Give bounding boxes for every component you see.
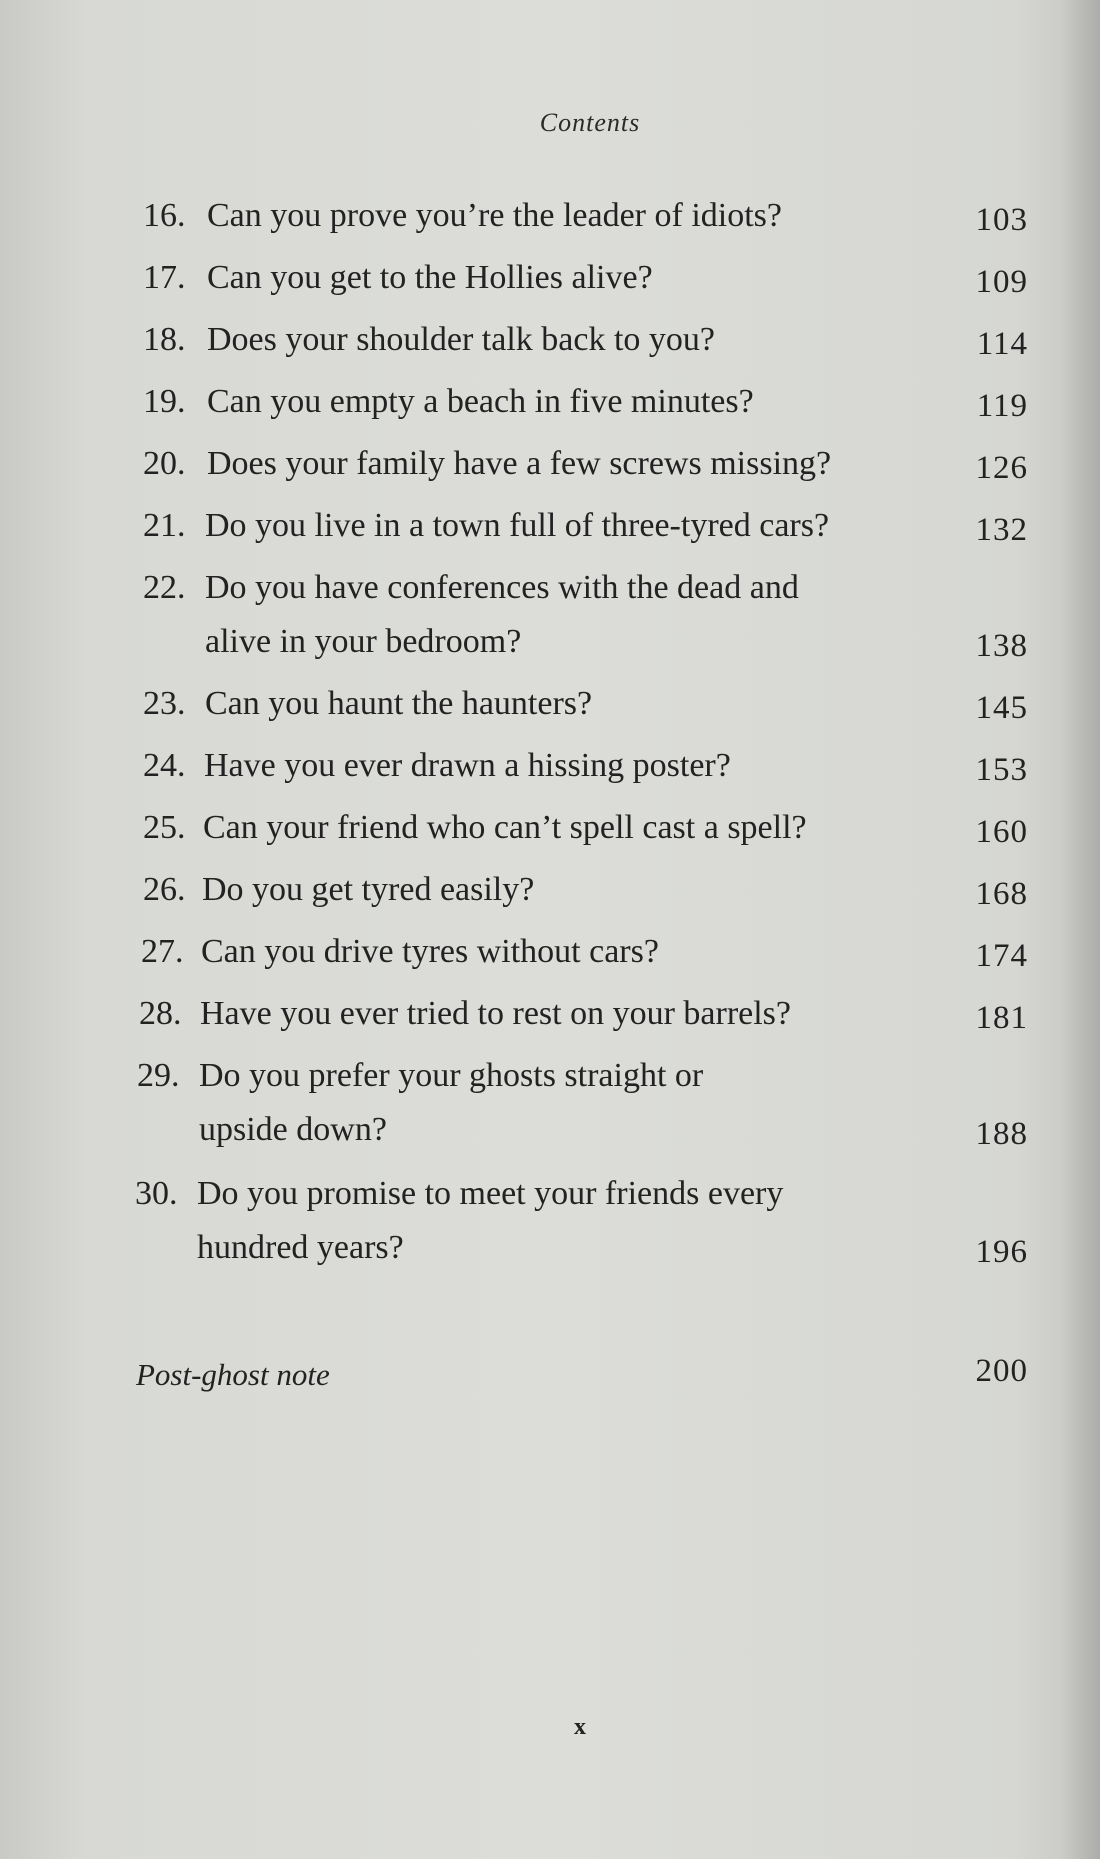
entry-title-line: Do you live in a town full of three-tyred cars? bbox=[205, 507, 830, 544]
entry-title-line: Can you prove you’re the leader of idiots? bbox=[207, 197, 782, 234]
entry-page-number: 153 bbox=[975, 752, 1028, 788]
entry-number: 26. bbox=[143, 871, 186, 908]
entry-page-number: 126 bbox=[975, 450, 1028, 486]
entry-number: 28. bbox=[139, 995, 182, 1032]
entry-title-line: hundred years? bbox=[197, 1229, 404, 1266]
entry-title-line: Do you get tyred easily? bbox=[202, 871, 535, 908]
entry-title-line: Have you ever tried to rest on your barrels? bbox=[200, 995, 791, 1032]
entry-title-line: Does your shoulder talk back to you? bbox=[207, 321, 715, 358]
entry-title-line: Do you promise to meet your friends every bbox=[197, 1175, 784, 1212]
entry-page-number: 103 bbox=[975, 202, 1028, 238]
entry-number: 29. bbox=[137, 1057, 180, 1094]
entry-page-number: 168 bbox=[975, 876, 1028, 912]
entry-title-line: Can you empty a beach in five minutes? bbox=[207, 383, 754, 420]
entry-title-line: Can you get to the Hollies alive? bbox=[207, 259, 653, 296]
entry-title-line: Do you prefer your ghosts straight or bbox=[199, 1057, 704, 1094]
entry-page-number: 196 bbox=[975, 1234, 1028, 1270]
entry-number: 25. bbox=[143, 809, 186, 846]
entry-number: 24. bbox=[143, 747, 186, 784]
entry-number: 27. bbox=[141, 933, 184, 970]
entry-page-number: 119 bbox=[976, 388, 1028, 424]
entry-title-line: upside down? bbox=[199, 1111, 387, 1148]
entry-page-number: 188 bbox=[975, 1116, 1028, 1152]
entry-number: 21. bbox=[143, 507, 186, 544]
entry-page-number: 160 bbox=[975, 814, 1028, 850]
post-ghost-note-page: 200 bbox=[975, 1353, 1028, 1389]
entry-title-line: Can you haunt the haunters? bbox=[205, 685, 593, 722]
page-edge-shadow bbox=[1060, 0, 1100, 1859]
post-ghost-note-label: Post-ghost note bbox=[136, 1357, 330, 1392]
entry-title-line: Have you ever drawn a hissing poster? bbox=[204, 747, 731, 784]
entry-page-number: 181 bbox=[975, 1000, 1028, 1036]
entry-page-number: 114 bbox=[976, 326, 1028, 362]
entry-number: 19. bbox=[143, 383, 186, 420]
entry-title-line: Do you have conferences with the dead and bbox=[205, 569, 799, 606]
entry-page-number: 138 bbox=[975, 628, 1028, 664]
entry-number: 30. bbox=[135, 1175, 178, 1212]
entry-page-number: 132 bbox=[975, 512, 1028, 548]
entry-title-line: Can you drive tyres without cars? bbox=[201, 933, 659, 970]
entry-number: 17. bbox=[143, 259, 186, 296]
entry-title-line: Does your family have a few screws missing? bbox=[207, 445, 832, 482]
entry-title-line: Can your friend who can’t spell cast a spell? bbox=[203, 809, 807, 846]
entry-number: 23. bbox=[143, 685, 186, 722]
page-folio: x bbox=[574, 1714, 586, 1740]
entry-page-number: 174 bbox=[975, 938, 1028, 974]
entry-page-number: 145 bbox=[975, 690, 1028, 726]
entry-number: 22. bbox=[143, 569, 186, 606]
entry-page-number: 109 bbox=[975, 264, 1028, 300]
page-header: Contents bbox=[539, 108, 641, 137]
entry-number: 16. bbox=[143, 197, 186, 234]
entry-number: 20. bbox=[143, 445, 186, 482]
entry-title-line: alive in your bedroom? bbox=[205, 623, 522, 660]
entry-number: 18. bbox=[143, 321, 186, 358]
